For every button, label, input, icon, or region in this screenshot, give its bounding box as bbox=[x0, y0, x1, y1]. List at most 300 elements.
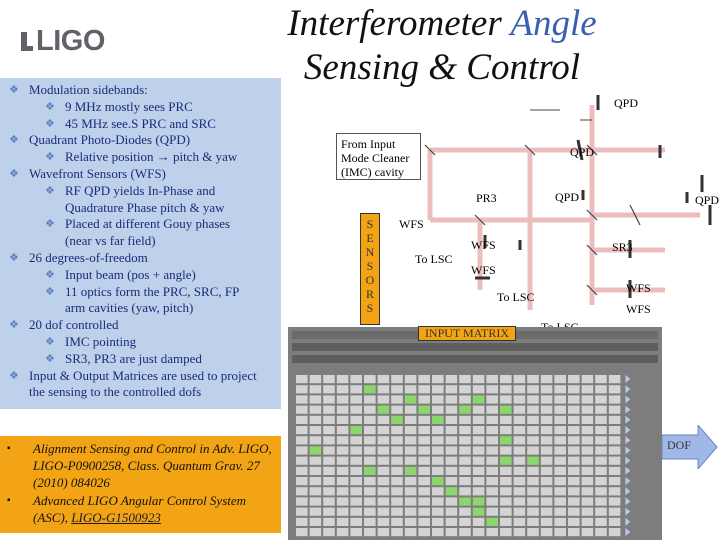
matrix-cell[interactable] bbox=[323, 457, 335, 465]
matrix-cell[interactable] bbox=[527, 385, 539, 393]
matrix-cell[interactable] bbox=[554, 508, 566, 516]
matrix-cell[interactable] bbox=[446, 395, 458, 403]
matrix-cell[interactable] bbox=[568, 487, 580, 495]
matrix-cell[interactable] bbox=[337, 416, 349, 424]
matrix-cell[interactable] bbox=[473, 467, 485, 475]
matrix-cell[interactable] bbox=[432, 518, 444, 526]
matrix-cell[interactable] bbox=[418, 406, 430, 414]
matrix-cell[interactable] bbox=[568, 528, 580, 536]
matrix-cell[interactable] bbox=[446, 508, 458, 516]
matrix-cell[interactable] bbox=[405, 406, 417, 414]
matrix-cell[interactable] bbox=[432, 508, 444, 516]
matrix-cell[interactable] bbox=[459, 385, 471, 393]
matrix-cell[interactable] bbox=[310, 497, 322, 505]
matrix-cell[interactable] bbox=[405, 497, 417, 505]
matrix-cell[interactable] bbox=[595, 406, 607, 414]
matrix-cell[interactable] bbox=[418, 385, 430, 393]
matrix-cell[interactable] bbox=[582, 375, 594, 383]
matrix-cell[interactable] bbox=[405, 487, 417, 495]
matrix-cell[interactable] bbox=[473, 497, 485, 505]
matrix-cell[interactable] bbox=[459, 487, 471, 495]
matrix-cell[interactable] bbox=[432, 467, 444, 475]
matrix-cell[interactable] bbox=[310, 395, 322, 403]
matrix-cell[interactable] bbox=[486, 436, 498, 444]
matrix-cell[interactable] bbox=[486, 477, 498, 485]
matrix-cell[interactable] bbox=[432, 416, 444, 424]
matrix-cell[interactable] bbox=[609, 497, 621, 505]
row-arrow-icon[interactable] bbox=[625, 416, 630, 424]
matrix-cell[interactable] bbox=[337, 528, 349, 536]
matrix-cell[interactable] bbox=[310, 406, 322, 414]
matrix-cell[interactable] bbox=[568, 497, 580, 505]
matrix-cell[interactable] bbox=[582, 477, 594, 485]
matrix-cell[interactable] bbox=[337, 508, 349, 516]
matrix-cell[interactable] bbox=[310, 487, 322, 495]
matrix-cell[interactable] bbox=[405, 395, 417, 403]
matrix-cell[interactable] bbox=[310, 457, 322, 465]
matrix-cell[interactable] bbox=[473, 446, 485, 454]
matrix-cell[interactable] bbox=[418, 518, 430, 526]
matrix-cell[interactable] bbox=[514, 375, 526, 383]
matrix-cell[interactable] bbox=[337, 467, 349, 475]
matrix-cell[interactable] bbox=[364, 477, 376, 485]
matrix-cell[interactable] bbox=[609, 375, 621, 383]
matrix-cell[interactable] bbox=[310, 375, 322, 383]
matrix-cell[interactable] bbox=[486, 416, 498, 424]
matrix-cell[interactable] bbox=[459, 436, 471, 444]
matrix-cell[interactable] bbox=[554, 528, 566, 536]
matrix-cell[interactable] bbox=[337, 477, 349, 485]
matrix-cell[interactable] bbox=[378, 406, 390, 414]
matrix-cell[interactable] bbox=[459, 518, 471, 526]
matrix-cell[interactable] bbox=[514, 497, 526, 505]
row-arrow-icon[interactable] bbox=[625, 436, 630, 444]
matrix-cell[interactable] bbox=[609, 457, 621, 465]
matrix-cell[interactable] bbox=[541, 487, 553, 495]
matrix-cell[interactable] bbox=[391, 467, 403, 475]
matrix-cell[interactable] bbox=[296, 426, 308, 434]
matrix-cell[interactable] bbox=[432, 395, 444, 403]
matrix-cell[interactable] bbox=[296, 457, 308, 465]
matrix-cell[interactable] bbox=[378, 395, 390, 403]
matrix-cell[interactable] bbox=[405, 467, 417, 475]
matrix-cell[interactable] bbox=[432, 406, 444, 414]
matrix-cell[interactable] bbox=[609, 477, 621, 485]
matrix-cell[interactable] bbox=[500, 487, 512, 495]
matrix-cell[interactable] bbox=[405, 375, 417, 383]
matrix-cell[interactable] bbox=[486, 375, 498, 383]
matrix-cell[interactable] bbox=[473, 528, 485, 536]
matrix-cell[interactable] bbox=[378, 446, 390, 454]
matrix-cell[interactable] bbox=[500, 446, 512, 454]
matrix-cell[interactable] bbox=[609, 446, 621, 454]
matrix-cell[interactable] bbox=[296, 508, 308, 516]
matrix-cell[interactable] bbox=[296, 518, 308, 526]
matrix-cell[interactable] bbox=[350, 467, 362, 475]
row-arrow-icon[interactable] bbox=[625, 385, 630, 393]
matrix-cell[interactable] bbox=[364, 508, 376, 516]
row-arrow-icon[interactable] bbox=[625, 497, 630, 505]
matrix-cell[interactable] bbox=[473, 375, 485, 383]
matrix-cell[interactable] bbox=[514, 487, 526, 495]
matrix-cell[interactable] bbox=[609, 528, 621, 536]
matrix-cell[interactable] bbox=[459, 446, 471, 454]
matrix-cell[interactable] bbox=[459, 467, 471, 475]
matrix-cell[interactable] bbox=[418, 487, 430, 495]
row-arrow-icon[interactable] bbox=[625, 477, 630, 485]
matrix-cell[interactable] bbox=[310, 416, 322, 424]
row-arrow-icon[interactable] bbox=[625, 508, 630, 516]
matrix-cell[interactable] bbox=[459, 406, 471, 414]
matrix-cell[interactable] bbox=[554, 467, 566, 475]
matrix-cell[interactable] bbox=[541, 518, 553, 526]
matrix-cell[interactable] bbox=[459, 528, 471, 536]
matrix-cell[interactable] bbox=[582, 426, 594, 434]
matrix-cell[interactable] bbox=[405, 477, 417, 485]
matrix-cell[interactable] bbox=[310, 528, 322, 536]
matrix-cell[interactable] bbox=[473, 395, 485, 403]
matrix-cell[interactable] bbox=[350, 518, 362, 526]
matrix-cell[interactable] bbox=[323, 395, 335, 403]
matrix-cell[interactable] bbox=[500, 385, 512, 393]
matrix-cell[interactable] bbox=[323, 508, 335, 516]
matrix-cell[interactable] bbox=[527, 487, 539, 495]
matrix-cell[interactable] bbox=[568, 467, 580, 475]
matrix-cell[interactable] bbox=[432, 457, 444, 465]
matrix-cell[interactable] bbox=[473, 426, 485, 434]
matrix-cell[interactable] bbox=[541, 467, 553, 475]
matrix-cell[interactable] bbox=[486, 487, 498, 495]
matrix-cell[interactable] bbox=[446, 426, 458, 434]
matrix-cell[interactable] bbox=[378, 426, 390, 434]
matrix-cell[interactable] bbox=[405, 416, 417, 424]
matrix-cell[interactable] bbox=[323, 497, 335, 505]
matrix-cell[interactable] bbox=[350, 487, 362, 495]
matrix-cell[interactable] bbox=[595, 457, 607, 465]
matrix-cell[interactable] bbox=[582, 528, 594, 536]
matrix-cell[interactable] bbox=[391, 375, 403, 383]
matrix-cell[interactable] bbox=[459, 375, 471, 383]
matrix-cell[interactable] bbox=[595, 436, 607, 444]
matrix-cell[interactable] bbox=[514, 446, 526, 454]
matrix-cell[interactable] bbox=[391, 385, 403, 393]
matrix-cell[interactable] bbox=[541, 508, 553, 516]
matrix-cell[interactable] bbox=[418, 477, 430, 485]
matrix-cell[interactable] bbox=[364, 446, 376, 454]
matrix-cell[interactable] bbox=[554, 406, 566, 414]
matrix-cell[interactable] bbox=[486, 446, 498, 454]
matrix-cell[interactable] bbox=[310, 426, 322, 434]
matrix-cell[interactable] bbox=[500, 467, 512, 475]
matrix-cell[interactable] bbox=[486, 406, 498, 414]
matrix-cell[interactable] bbox=[541, 497, 553, 505]
matrix-cell[interactable] bbox=[568, 518, 580, 526]
matrix-cell[interactable] bbox=[337, 385, 349, 393]
matrix-cell[interactable] bbox=[582, 416, 594, 424]
matrix-cell[interactable] bbox=[296, 416, 308, 424]
matrix-cell[interactable] bbox=[582, 446, 594, 454]
matrix-cell[interactable] bbox=[446, 436, 458, 444]
matrix-cell[interactable] bbox=[486, 518, 498, 526]
matrix-cell[interactable] bbox=[554, 426, 566, 434]
row-arrow-icon[interactable] bbox=[625, 457, 630, 465]
matrix-cell[interactable] bbox=[500, 477, 512, 485]
matrix-cell[interactable] bbox=[418, 395, 430, 403]
matrix-cell[interactable] bbox=[391, 436, 403, 444]
matrix-cell[interactable] bbox=[609, 426, 621, 434]
matrix-cell[interactable] bbox=[459, 497, 471, 505]
matrix-cell[interactable] bbox=[337, 457, 349, 465]
matrix-cell[interactable] bbox=[364, 518, 376, 526]
matrix-cell[interactable] bbox=[609, 518, 621, 526]
row-arrow-icon[interactable] bbox=[625, 395, 630, 403]
matrix-cell[interactable] bbox=[527, 395, 539, 403]
matrix-cell[interactable] bbox=[473, 436, 485, 444]
matrix-cell[interactable] bbox=[595, 385, 607, 393]
matrix-cell[interactable] bbox=[459, 426, 471, 434]
matrix-cell[interactable] bbox=[350, 395, 362, 403]
row-arrow-icon[interactable] bbox=[625, 487, 630, 495]
matrix-cell[interactable] bbox=[405, 385, 417, 393]
matrix-cell[interactable] bbox=[310, 518, 322, 526]
matrix-cell[interactable] bbox=[405, 446, 417, 454]
matrix-cell[interactable] bbox=[418, 508, 430, 516]
matrix-cell[interactable] bbox=[378, 416, 390, 424]
matrix-cell[interactable] bbox=[446, 406, 458, 414]
matrix-cell[interactable] bbox=[446, 457, 458, 465]
matrix-cell[interactable] bbox=[350, 416, 362, 424]
matrix-cell[interactable] bbox=[378, 497, 390, 505]
matrix-cell[interactable] bbox=[296, 436, 308, 444]
matrix-cell[interactable] bbox=[568, 436, 580, 444]
matrix-cell[interactable] bbox=[323, 518, 335, 526]
matrix-cell[interactable] bbox=[378, 477, 390, 485]
matrix-cell[interactable] bbox=[378, 457, 390, 465]
matrix-cell[interactable] bbox=[350, 508, 362, 516]
matrix-cell[interactable] bbox=[554, 375, 566, 383]
matrix-cell[interactable] bbox=[473, 487, 485, 495]
matrix-cell[interactable] bbox=[364, 426, 376, 434]
matrix-cell[interactable] bbox=[568, 477, 580, 485]
matrix-cell[interactable] bbox=[296, 395, 308, 403]
matrix-cell[interactable] bbox=[595, 446, 607, 454]
matrix-cell[interactable] bbox=[473, 406, 485, 414]
matrix-cell[interactable] bbox=[609, 487, 621, 495]
matrix-cell[interactable] bbox=[554, 436, 566, 444]
matrix-cell[interactable] bbox=[323, 375, 335, 383]
matrix-cell[interactable] bbox=[568, 375, 580, 383]
matrix-cell[interactable] bbox=[582, 436, 594, 444]
matrix-cell[interactable] bbox=[582, 395, 594, 403]
matrix-cell[interactable] bbox=[609, 406, 621, 414]
matrix-cell[interactable] bbox=[391, 446, 403, 454]
matrix-cell[interactable] bbox=[391, 416, 403, 424]
matrix-cell[interactable] bbox=[582, 497, 594, 505]
matrix-cell[interactable] bbox=[514, 426, 526, 434]
matrix-cell[interactable] bbox=[446, 416, 458, 424]
matrix-cell[interactable] bbox=[323, 487, 335, 495]
matrix-cell[interactable] bbox=[595, 518, 607, 526]
row-arrow-icon[interactable] bbox=[625, 528, 630, 536]
matrix-cell[interactable] bbox=[473, 518, 485, 526]
matrix-cell[interactable] bbox=[486, 467, 498, 475]
matrix-cell[interactable] bbox=[364, 375, 376, 383]
matrix-cell[interactable] bbox=[378, 436, 390, 444]
matrix-cell[interactable] bbox=[446, 385, 458, 393]
matrix-cell[interactable] bbox=[350, 406, 362, 414]
matrix-cell[interactable] bbox=[337, 497, 349, 505]
matrix-cell[interactable] bbox=[500, 457, 512, 465]
reference-link[interactable]: LIGO-G1500923 bbox=[71, 510, 161, 526]
matrix-cell[interactable] bbox=[310, 508, 322, 516]
matrix-cell[interactable] bbox=[378, 508, 390, 516]
matrix-cell[interactable] bbox=[527, 508, 539, 516]
matrix-cell[interactable] bbox=[595, 416, 607, 424]
matrix-cell[interactable] bbox=[418, 426, 430, 434]
matrix-cell[interactable] bbox=[514, 395, 526, 403]
matrix-cell[interactable] bbox=[568, 457, 580, 465]
matrix-cell[interactable] bbox=[500, 497, 512, 505]
matrix-cell[interactable] bbox=[514, 436, 526, 444]
matrix-cell[interactable] bbox=[609, 416, 621, 424]
matrix-cell[interactable] bbox=[350, 477, 362, 485]
matrix-cell[interactable] bbox=[527, 375, 539, 383]
matrix-cell[interactable] bbox=[337, 518, 349, 526]
matrix-cell[interactable] bbox=[391, 395, 403, 403]
matrix-cell[interactable] bbox=[446, 518, 458, 526]
matrix-cell[interactable] bbox=[296, 467, 308, 475]
matrix-cell[interactable] bbox=[554, 446, 566, 454]
matrix-cell[interactable] bbox=[554, 395, 566, 403]
matrix-cell[interactable] bbox=[337, 406, 349, 414]
matrix-cell[interactable] bbox=[350, 426, 362, 434]
matrix-cell[interactable] bbox=[541, 446, 553, 454]
matrix-cell[interactable] bbox=[486, 497, 498, 505]
matrix-cell[interactable] bbox=[432, 436, 444, 444]
matrix-cell[interactable] bbox=[418, 497, 430, 505]
matrix-cell[interactable] bbox=[350, 457, 362, 465]
matrix-cell[interactable] bbox=[364, 385, 376, 393]
matrix-cell[interactable] bbox=[391, 406, 403, 414]
matrix-cell[interactable] bbox=[405, 436, 417, 444]
matrix-cell[interactable] bbox=[473, 416, 485, 424]
matrix-cell[interactable] bbox=[514, 518, 526, 526]
matrix-cell[interactable] bbox=[582, 508, 594, 516]
matrix-cell[interactable] bbox=[541, 436, 553, 444]
matrix-cell[interactable] bbox=[554, 416, 566, 424]
matrix-cell[interactable] bbox=[350, 385, 362, 393]
matrix-cell[interactable] bbox=[296, 497, 308, 505]
matrix-cell[interactable] bbox=[568, 416, 580, 424]
matrix-cell[interactable] bbox=[527, 528, 539, 536]
matrix-cell[interactable] bbox=[459, 416, 471, 424]
matrix-cell[interactable] bbox=[446, 446, 458, 454]
matrix-cell[interactable] bbox=[296, 385, 308, 393]
matrix-cell[interactable] bbox=[323, 406, 335, 414]
matrix-cell[interactable] bbox=[296, 446, 308, 454]
matrix-cell[interactable] bbox=[337, 375, 349, 383]
matrix-cell[interactable] bbox=[296, 477, 308, 485]
matrix-cell[interactable] bbox=[554, 457, 566, 465]
matrix-cell[interactable] bbox=[609, 385, 621, 393]
matrix-cell[interactable] bbox=[514, 477, 526, 485]
matrix-cell[interactable] bbox=[391, 457, 403, 465]
matrix-cell[interactable] bbox=[609, 395, 621, 403]
row-arrow-icon[interactable] bbox=[625, 518, 630, 526]
matrix-cell[interactable] bbox=[541, 426, 553, 434]
matrix-cell[interactable] bbox=[541, 375, 553, 383]
matrix-cell[interactable] bbox=[350, 528, 362, 536]
matrix-cell[interactable] bbox=[500, 416, 512, 424]
matrix-cell[interactable] bbox=[582, 457, 594, 465]
matrix-cell[interactable] bbox=[514, 528, 526, 536]
matrix-cell[interactable] bbox=[378, 375, 390, 383]
matrix-cell[interactable] bbox=[446, 487, 458, 495]
matrix-cell[interactable] bbox=[486, 426, 498, 434]
matrix-cell[interactable] bbox=[364, 436, 376, 444]
matrix-cell[interactable] bbox=[391, 487, 403, 495]
matrix-cell[interactable] bbox=[500, 426, 512, 434]
matrix-cell[interactable] bbox=[323, 467, 335, 475]
matrix-cell[interactable] bbox=[595, 528, 607, 536]
matrix-cell[interactable] bbox=[432, 426, 444, 434]
matrix-cell[interactable] bbox=[527, 497, 539, 505]
matrix-cell[interactable] bbox=[323, 426, 335, 434]
matrix-cell[interactable] bbox=[446, 528, 458, 536]
matrix-cell[interactable] bbox=[459, 395, 471, 403]
matrix-cell[interactable] bbox=[486, 508, 498, 516]
matrix-cell[interactable] bbox=[432, 385, 444, 393]
matrix-cell[interactable] bbox=[486, 385, 498, 393]
matrix-cell[interactable] bbox=[391, 518, 403, 526]
matrix-cell[interactable] bbox=[486, 457, 498, 465]
matrix-cell[interactable] bbox=[609, 467, 621, 475]
matrix-cell[interactable] bbox=[486, 528, 498, 536]
matrix-cell[interactable] bbox=[568, 406, 580, 414]
matrix-cell[interactable] bbox=[514, 457, 526, 465]
row-arrow-icon[interactable] bbox=[625, 467, 630, 475]
matrix-cell[interactable] bbox=[350, 497, 362, 505]
matrix-cell[interactable] bbox=[459, 457, 471, 465]
matrix-cell[interactable] bbox=[405, 508, 417, 516]
matrix-cell[interactable] bbox=[446, 375, 458, 383]
matrix-cell[interactable] bbox=[568, 446, 580, 454]
matrix-cell[interactable] bbox=[391, 508, 403, 516]
matrix-cell[interactable] bbox=[568, 395, 580, 403]
matrix-cell[interactable] bbox=[514, 467, 526, 475]
matrix-cell[interactable] bbox=[432, 487, 444, 495]
matrix-cell[interactable] bbox=[595, 477, 607, 485]
matrix-cell[interactable] bbox=[323, 436, 335, 444]
matrix-cell[interactable] bbox=[595, 487, 607, 495]
matrix-cell[interactable] bbox=[337, 487, 349, 495]
matrix-cell[interactable] bbox=[446, 477, 458, 485]
matrix-cell[interactable] bbox=[391, 426, 403, 434]
matrix-cell[interactable] bbox=[323, 446, 335, 454]
matrix-cell[interactable] bbox=[514, 406, 526, 414]
matrix-cell[interactable] bbox=[527, 457, 539, 465]
matrix-cell[interactable] bbox=[323, 528, 335, 536]
matrix-cell[interactable] bbox=[500, 406, 512, 414]
matrix-cell[interactable] bbox=[527, 416, 539, 424]
matrix-cell[interactable] bbox=[378, 467, 390, 475]
matrix-cell[interactable] bbox=[473, 508, 485, 516]
matrix-cell[interactable] bbox=[582, 467, 594, 475]
matrix-cell[interactable] bbox=[310, 436, 322, 444]
matrix-cell[interactable] bbox=[582, 518, 594, 526]
matrix-cell[interactable] bbox=[500, 528, 512, 536]
matrix-cell[interactable] bbox=[364, 395, 376, 403]
